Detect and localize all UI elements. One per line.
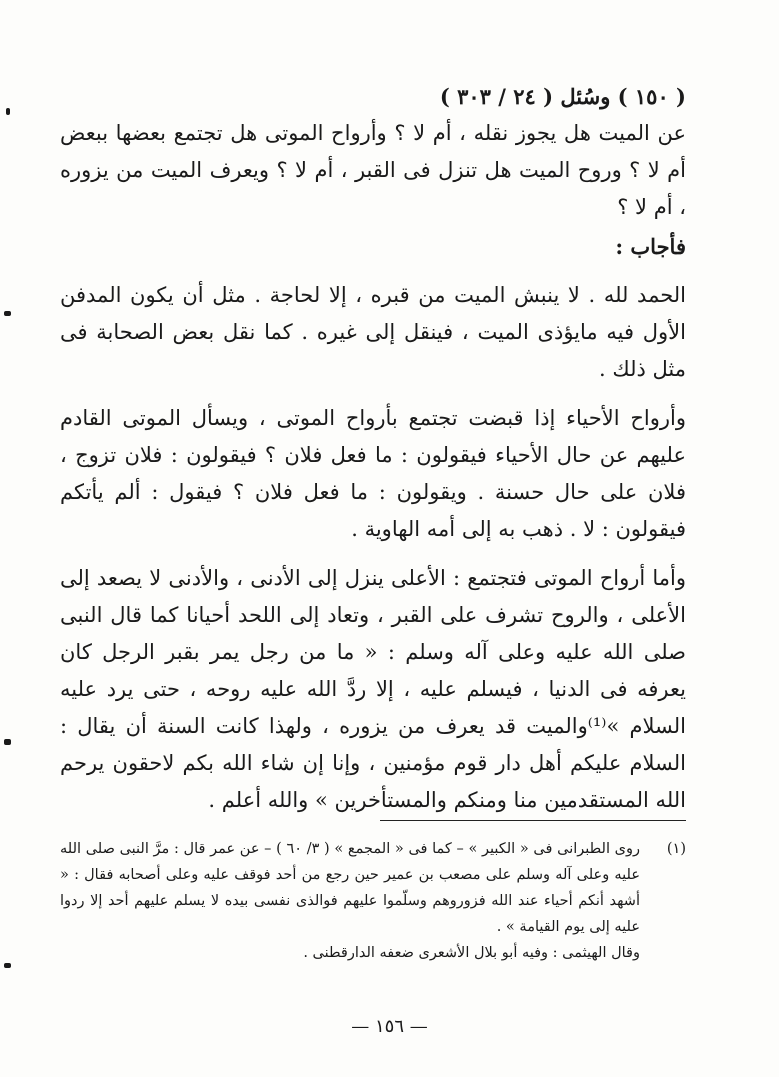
paragraph: وأرواح الأحياء إذا قبضت تجتمع بأرواح الموتى ، ويسأل الموتى القادم عليهم عن حال الأحياء فيقولون : ما فعل فلان ؟ فيقولون : فلان تزوج ، فلان على حال حسنة . ويقولون : ما فعل فلان ؟ فيقول : ألم يأتكم فيقولون : لا . ذهب به إلى أمه الهاوية . — [60, 406, 686, 541]
page-number: — ١٥٦ — — [351, 1016, 428, 1037]
answer-label: فأجاب : — [615, 234, 686, 259]
footnote-separator — [380, 820, 686, 821]
margin-mark — [4, 739, 11, 745]
margin-mark — [6, 108, 10, 115]
main-text — [60, 78, 686, 819]
footnote-note: وقال الهيثمى : وفيه أبو بلال الأشعرى ضعفه الدارقطنى . — [303, 945, 640, 961]
footnote-text: روى الطبرانى فى « الكبير » – كما فى « المجمع » ( ٣/ ٦٠ ) – عن عمر قال : مرَّ النبى صلى الله عليه وعلى آله وسلم على مصعب بن عمير حين رجع من أحد فوقف عليه وعلى أصحابه فقال : « أشهد أنكم أحياء عند الله فزوروهم وسلّموا عليهم فوالذى نفسى بيده لا يسلم عليهم أحد إلا ردوا عليه إلى يوم القيامة » . — [60, 841, 641, 935]
footnote-number: (١) — [666, 841, 686, 857]
margin-mark — [4, 311, 11, 316]
paragraph: وأما أرواح الموتى فتجتمع : الأعلى ينزل إلى الأدنى ، والأدنى لا يصعد إلى الأعلى ، والروح تشرف على القبر ، وتعاد إلى اللحد أحيانا كما قال النبى صلى الله عليه وعلى آله وسلم : « ما من رجل يمر بقبر الرجل كان يعرفه فى الدنيا ، فيسلم عليه ، إلا ردَّ الله عليه روحه ، حتى يرد عليه السلام »⁽¹⁾والميت قد يعرف من يزوره ، ولهذا كانت السنة أن يقال : السلام عليكم أهل دار قوم مؤمنين ، وإنا إن شاء الله بكم لاحقون يرحم الله المستقدمين منا ومنكم والمستأخرين » والله أعلم . — [60, 566, 686, 812]
footnotes — [60, 836, 686, 966]
paragraph: الحمد لله . لا ينبش الميت من قبره ، إلا لحاجة . مثل أن يكون المدفن الأول فيه مايؤذى الميت ، فينقل إلى غيره . كما نقل بعض الصحابة فى مثل ذلك . — [60, 283, 686, 381]
question-heading: ( ١٥٠ ) وسُئل ( ٢٤ / ٣٠٣ ) — [439, 84, 686, 109]
question-text: عن الميت هل يجوز نقله ، أم لا ؟ وأرواح الموتى هل تجتمع بعضها ببعض أم لا ؟ وروح الميت هل تنزل فى القبر ، أم لا ؟ ويعرف الميت من يزوره ، أم لا ؟ — [60, 121, 686, 219]
margin-mark — [4, 963, 11, 968]
footnote — [60, 836, 686, 940]
